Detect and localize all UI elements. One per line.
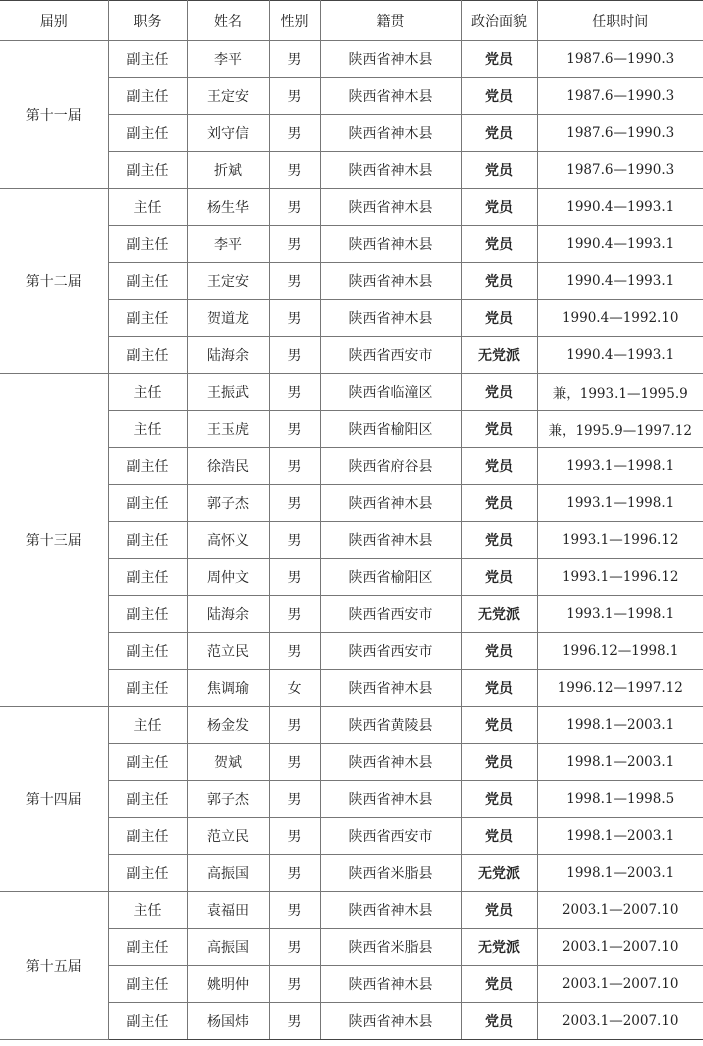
party-cell: 党员: [461, 559, 537, 596]
table-row: [0, 41, 703, 78]
gender-cell: 男: [269, 374, 320, 411]
gender-cell: 男: [269, 522, 320, 559]
name-cell: 周仲文: [187, 559, 269, 596]
name-cell: 高振国: [187, 929, 269, 966]
origin-cell: 陕西省神木县: [320, 781, 461, 818]
party-cell: 党员: [461, 633, 537, 670]
gender-cell: 男: [269, 485, 320, 522]
name-cell: 李平: [187, 41, 269, 78]
post-cell: 副主任: [108, 855, 187, 892]
origin-cell: 陕西省黄陵县: [320, 707, 461, 744]
name-cell: 折斌: [187, 152, 269, 189]
table-row: [0, 892, 703, 929]
post-cell: 副主任: [108, 670, 187, 707]
origin-cell: 陕西省榆阳区: [320, 559, 461, 596]
time-cell: 1993.1—1996.12: [537, 522, 703, 559]
name-cell: 刘守信: [187, 115, 269, 152]
origin-cell: 陕西省神木县: [320, 115, 461, 152]
term-cell: 第十四届: [0, 707, 108, 892]
time-cell: 1996.12—1997.12: [537, 670, 703, 707]
gender-cell: 男: [269, 226, 320, 263]
post-cell: 副主任: [108, 781, 187, 818]
header-gender: 性别: [269, 1, 320, 41]
time-cell: 1993.1—1998.1: [537, 596, 703, 633]
party-cell: 无党派: [461, 855, 537, 892]
party-cell: 党员: [461, 300, 537, 337]
term-cell: 第十五届: [0, 892, 108, 1040]
post-cell: 副主任: [108, 559, 187, 596]
post-cell: 副主任: [108, 596, 187, 633]
origin-cell: 陕西省西安市: [320, 596, 461, 633]
name-cell: 姚明仲: [187, 966, 269, 1003]
origin-cell: 陕西省榆阳区: [320, 411, 461, 448]
post-cell: 副主任: [108, 115, 187, 152]
party-cell: 党员: [461, 226, 537, 263]
name-cell: 贺斌: [187, 744, 269, 781]
header-row: [0, 1, 703, 41]
party-cell: 党员: [461, 522, 537, 559]
time-cell: 1990.4—1993.1: [537, 263, 703, 300]
time-cell: 1998.1—2003.1: [537, 707, 703, 744]
term-cell: 第十一届: [0, 41, 108, 189]
party-cell: 党员: [461, 744, 537, 781]
origin-cell: 陕西省米脂县: [320, 929, 461, 966]
post-cell: 副主任: [108, 263, 187, 300]
origin-cell: 陕西省神木县: [320, 226, 461, 263]
post-cell: 副主任: [108, 485, 187, 522]
name-cell: 李平: [187, 226, 269, 263]
gender-cell: 男: [269, 855, 320, 892]
origin-cell: 陕西省神木县: [320, 522, 461, 559]
party-cell: 党员: [461, 707, 537, 744]
gender-cell: 男: [269, 411, 320, 448]
name-cell: 高怀义: [187, 522, 269, 559]
gender-cell: 男: [269, 633, 320, 670]
post-cell: 副主任: [108, 226, 187, 263]
time-cell: 2003.1—2007.10: [537, 1003, 703, 1040]
name-cell: 高振国: [187, 855, 269, 892]
party-cell: 党员: [461, 374, 537, 411]
post-cell: 副主任: [108, 1003, 187, 1040]
table-row: [0, 374, 703, 411]
post-cell: 副主任: [108, 152, 187, 189]
party-cell: 党员: [461, 115, 537, 152]
post-cell: 主任: [108, 892, 187, 929]
post-cell: 副主任: [108, 929, 187, 966]
origin-cell: 陕西省神木县: [320, 300, 461, 337]
post-cell: 主任: [108, 707, 187, 744]
table-row: [0, 707, 703, 744]
gender-cell: 男: [269, 263, 320, 300]
gender-cell: 男: [269, 189, 320, 226]
term-cell: 第十三届: [0, 374, 108, 707]
time-cell: 1998.1—2003.1: [537, 744, 703, 781]
origin-cell: 陕西省西安市: [320, 337, 461, 374]
term-cell: 第十二届: [0, 189, 108, 374]
post-cell: 副主任: [108, 966, 187, 1003]
time-cell: 1998.1—2003.1: [537, 818, 703, 855]
time-cell: 1987.6—1990.3: [537, 115, 703, 152]
party-cell: 党员: [461, 189, 537, 226]
name-cell: 王定安: [187, 78, 269, 115]
name-cell: 杨生华: [187, 189, 269, 226]
time-cell: 1990.4—1992.10: [537, 300, 703, 337]
post-cell: 副主任: [108, 744, 187, 781]
party-cell: 无党派: [461, 596, 537, 633]
time-cell: 1993.1—1996.12: [537, 559, 703, 596]
origin-cell: 陕西省神木县: [320, 41, 461, 78]
name-cell: 王振武: [187, 374, 269, 411]
origin-cell: 陕西省神木县: [320, 1003, 461, 1040]
origin-cell: 陕西省神木县: [320, 152, 461, 189]
time-cell: 1990.4—1993.1: [537, 337, 703, 374]
party-cell: 党员: [461, 448, 537, 485]
party-cell: 党员: [461, 41, 537, 78]
party-cell: 党员: [461, 263, 537, 300]
header-post: 职务: [108, 1, 187, 41]
time-cell: 1987.6—1990.3: [537, 152, 703, 189]
gender-cell: 男: [269, 596, 320, 633]
time-cell: 1996.12—1998.1: [537, 633, 703, 670]
time-cell: 1993.1—1998.1: [537, 485, 703, 522]
name-cell: 郭子杰: [187, 781, 269, 818]
name-cell: 袁福田: [187, 892, 269, 929]
name-cell: 杨金发: [187, 707, 269, 744]
origin-cell: 陕西省西安市: [320, 818, 461, 855]
post-cell: 副主任: [108, 818, 187, 855]
gender-cell: 男: [269, 41, 320, 78]
name-cell: 杨国炜: [187, 1003, 269, 1040]
post-cell: 副主任: [108, 41, 187, 78]
gender-cell: 男: [269, 115, 320, 152]
post-cell: 副主任: [108, 633, 187, 670]
name-cell: 王玉虎: [187, 411, 269, 448]
table-body: [0, 41, 703, 1040]
origin-cell: 陕西省神木县: [320, 78, 461, 115]
origin-cell: 陕西省神木县: [320, 263, 461, 300]
time-cell: 1998.1—1998.5: [537, 781, 703, 818]
header-term: 届别: [0, 1, 108, 41]
party-cell: 党员: [461, 781, 537, 818]
gender-cell: 男: [269, 337, 320, 374]
time-cell: 1998.1—2003.1: [537, 855, 703, 892]
post-cell: 副主任: [108, 78, 187, 115]
party-cell: 党员: [461, 78, 537, 115]
gender-cell: 男: [269, 1003, 320, 1040]
gender-cell: 男: [269, 448, 320, 485]
name-cell: 焦调瑜: [187, 670, 269, 707]
name-cell: 范立民: [187, 818, 269, 855]
origin-cell: 陕西省神木县: [320, 670, 461, 707]
party-cell: 党员: [461, 966, 537, 1003]
origin-cell: 陕西省神木县: [320, 485, 461, 522]
time-cell: 兼，1995.9—1997.12: [537, 411, 703, 448]
gender-cell: 男: [269, 152, 320, 189]
time-cell: 2003.1—2007.10: [537, 966, 703, 1003]
party-cell: 党员: [461, 818, 537, 855]
gender-cell: 男: [269, 78, 320, 115]
post-cell: 主任: [108, 374, 187, 411]
time-cell: 1987.6—1990.3: [537, 41, 703, 78]
origin-cell: 陕西省神木县: [320, 744, 461, 781]
origin-cell: 陕西省府谷县: [320, 448, 461, 485]
gender-cell: 男: [269, 818, 320, 855]
origin-cell: 陕西省神木县: [320, 892, 461, 929]
name-cell: 徐浩民: [187, 448, 269, 485]
name-cell: 郭子杰: [187, 485, 269, 522]
party-cell: 党员: [461, 485, 537, 522]
post-cell: 副主任: [108, 522, 187, 559]
post-cell: 副主任: [108, 448, 187, 485]
name-cell: 陆海余: [187, 596, 269, 633]
time-cell: 1993.1—1998.1: [537, 448, 703, 485]
origin-cell: 陕西省西安市: [320, 633, 461, 670]
post-cell: 主任: [108, 189, 187, 226]
party-cell: 党员: [461, 670, 537, 707]
header-party: 政治面貌: [461, 1, 537, 41]
party-cell: 党员: [461, 1003, 537, 1040]
gender-cell: 女: [269, 670, 320, 707]
table-row: [0, 189, 703, 226]
gender-cell: 男: [269, 929, 320, 966]
origin-cell: 陕西省神木县: [320, 189, 461, 226]
party-cell: 无党派: [461, 337, 537, 374]
header-origin: 籍贯: [320, 1, 461, 41]
origin-cell: 陕西省临潼区: [320, 374, 461, 411]
gender-cell: 男: [269, 781, 320, 818]
post-cell: 主任: [108, 411, 187, 448]
gender-cell: 男: [269, 744, 320, 781]
header-time: 任职时间: [537, 1, 703, 41]
party-cell: 党员: [461, 152, 537, 189]
party-cell: 无党派: [461, 929, 537, 966]
name-cell: 王定安: [187, 263, 269, 300]
time-cell: 兼，1993.1—1995.9: [537, 374, 703, 411]
post-cell: 副主任: [108, 337, 187, 374]
gender-cell: 男: [269, 707, 320, 744]
header-name: 姓名: [187, 1, 269, 41]
time-cell: 2003.1—2007.10: [537, 892, 703, 929]
time-cell: 2003.1—2007.10: [537, 929, 703, 966]
gender-cell: 男: [269, 892, 320, 929]
party-cell: 党员: [461, 411, 537, 448]
origin-cell: 陕西省米脂县: [320, 855, 461, 892]
time-cell: 1987.6—1990.3: [537, 78, 703, 115]
name-cell: 陆海余: [187, 337, 269, 374]
time-cell: 1990.4—1993.1: [537, 189, 703, 226]
party-cell: 党员: [461, 892, 537, 929]
gender-cell: 男: [269, 300, 320, 337]
name-cell: 范立民: [187, 633, 269, 670]
gender-cell: 男: [269, 559, 320, 596]
gender-cell: 男: [269, 966, 320, 1003]
origin-cell: 陕西省神木县: [320, 966, 461, 1003]
name-cell: 贺道龙: [187, 300, 269, 337]
time-cell: 1990.4—1993.1: [537, 226, 703, 263]
post-cell: 副主任: [108, 300, 187, 337]
